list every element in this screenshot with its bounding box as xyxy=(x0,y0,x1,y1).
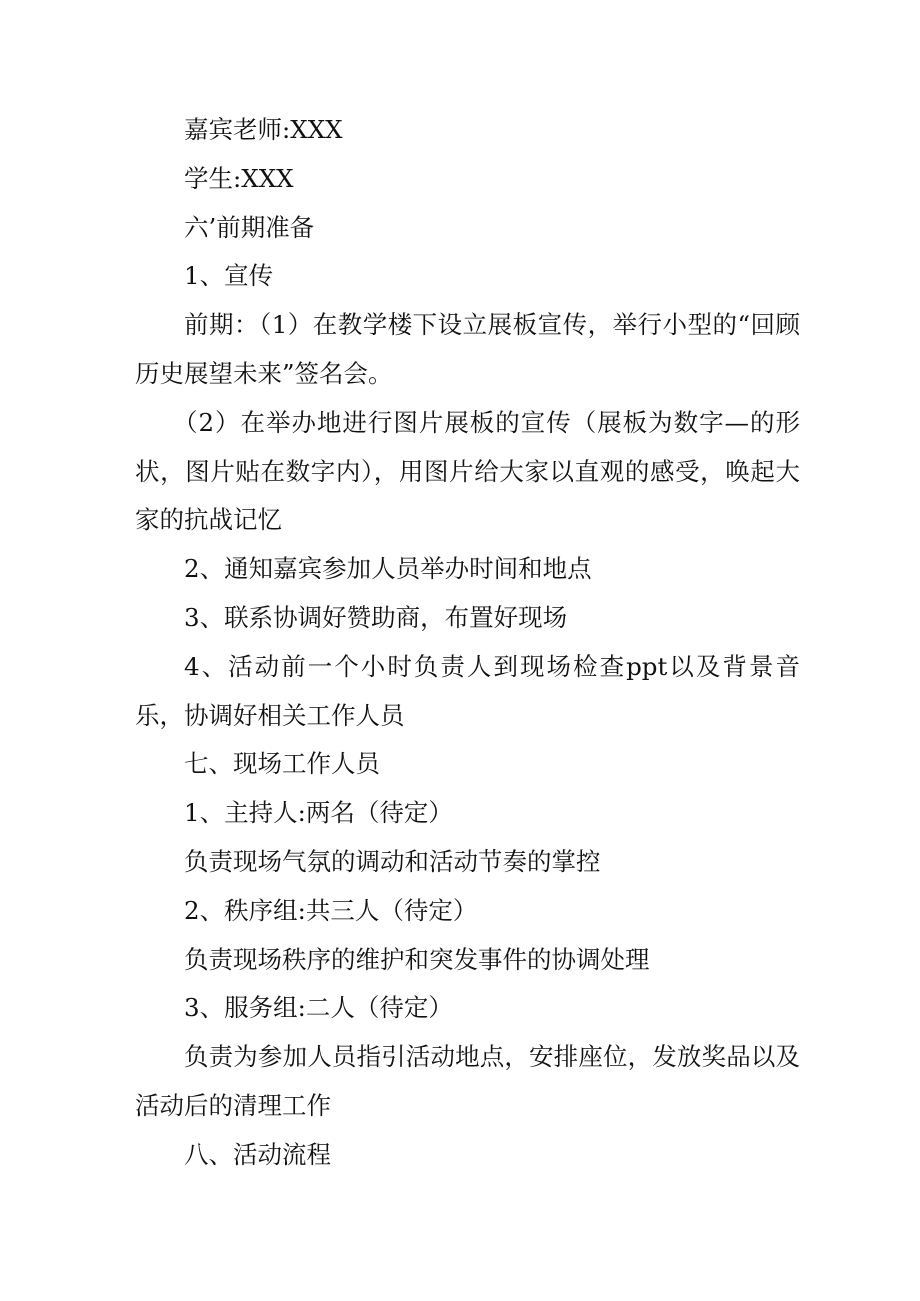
document-body xyxy=(135,106,800,1180)
section-heading-staff: 七、现场工作人员 xyxy=(184,749,380,779)
list-item-check-equipment: 4、活动前一个小时负责人到现场检查ppt以及背景音乐，协调好相关工作人员 xyxy=(135,651,800,730)
paragraph-student: 学生:XXX xyxy=(184,163,294,193)
list-item-hosts: 1、主持人:两名（待定） xyxy=(184,798,453,828)
paragraph-service-team-duty: 负责为参加人员指引活动地点，安排座位，发放奖品以及活动后的清理工作 xyxy=(135,1042,800,1120)
list-item-notify-guests: 2、通知嘉宾参加人员举办时间和地点 xyxy=(184,554,592,584)
paragraph-order-team-duty: 负责现场秩序的维护和突发事件的协调处理 xyxy=(184,944,650,974)
list-item-order-team: 2、秩序组:共三人（待定） xyxy=(184,895,478,925)
list-item-sponsors: 3、联系协调好赞助商，布置好现场 xyxy=(184,602,568,632)
paragraph-hosts-duty: 负责现场气氛的调动和活动节奏的掌控 xyxy=(184,846,601,876)
section-heading-preparation: 六’前期准备 xyxy=(184,212,315,242)
paragraph-photo-board: （2）在举办地进行图片展板的宣传（展板为数字—的形状，图片贴在数字内），用图片给大家以直观的感受，唤起大家的抗战记忆 xyxy=(135,407,800,535)
list-item-service-team: 3、服务组:二人（待定） xyxy=(184,993,453,1023)
paragraph-guest-teacher: 嘉宾老师:XXX xyxy=(184,115,343,144)
list-item-publicity: 1、宣传 xyxy=(184,261,274,291)
section-heading-process: 八、活动流程 xyxy=(184,1139,331,1169)
paragraph-early-stage: 前期：（1）在教学楼下设立展板宣传，举行小型的“回顾历史展望未来”签名会。 xyxy=(135,310,800,388)
